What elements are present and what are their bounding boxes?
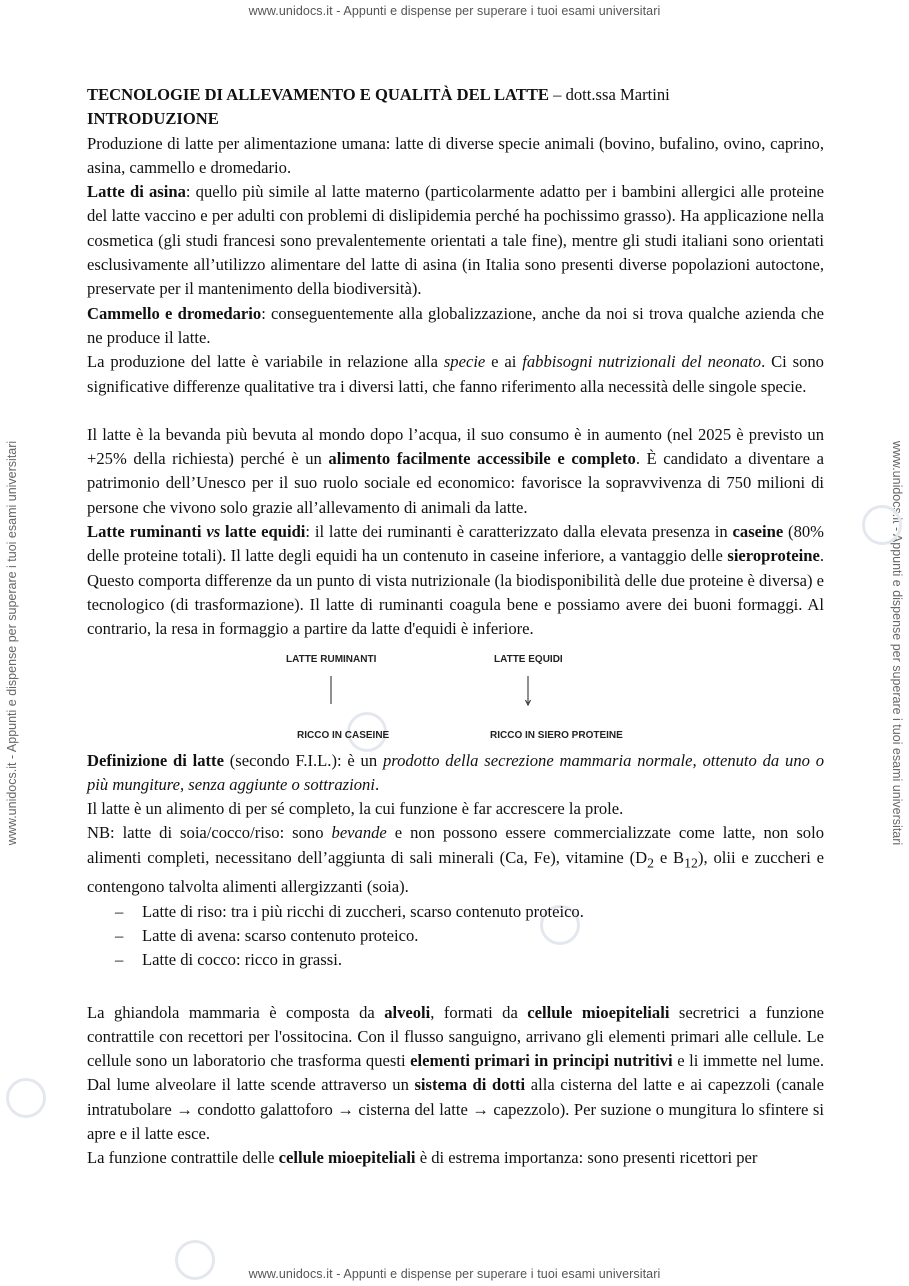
variabile-emph: specie [443, 352, 486, 372]
ghiandola-emph: alveoli [384, 1002, 431, 1022]
list-item-text: Latte di avena: scarso contenuto proteico. [142, 925, 419, 945]
ruminanti-text: : il latte dei ruminanti è caratterizzato dalla elevata presenza in [305, 522, 733, 542]
ruminanti-emph: sieroproteine [727, 546, 820, 566]
right-side-watermark: www.unidocs.it - Appunti e dispense per superare i tuoi esami universitari [890, 440, 904, 846]
ghiandola-text: , formati da [430, 1002, 528, 1022]
cammello-paragraph [87, 302, 824, 351]
nb-text: e B [654, 847, 685, 867]
bevanda-emph: alimento facilmente accessibile e completo [328, 449, 636, 469]
contrattile-paragraph [87, 1146, 824, 1170]
asina-term: Latte di asina [87, 182, 186, 202]
ghiandola-text: La ghiandola mammaria è composta da [87, 1002, 385, 1022]
bevanda-text: . È candidato a diventare a patrimonio dell’Unesco per il suo ruolo sociale ed economico: favorisce la sopravvivenza di 750 milioni di persone che vivono solo grazie all’allevamento di animali da latte. [87, 449, 824, 517]
nb-paragraph [87, 821, 824, 899]
cammello-term: Cammello e dromedario [87, 303, 262, 323]
title-author: – dott.ssa Martini [548, 85, 670, 104]
asina-text: : quello più simile al latte materno (particolarmente adatto per i bambini allergici alle proteine del latte vaccino e per adulti con problemi di dislipidemia perché ha pochissimo grasso). Ha applicazione nella cosmetica (gli studi francesi sono prevalentemente orientati a tale fine), mentre gli studi italiani sono orientati esclusivamente all’utilizzo alimentare del latte di asina (in Italia sono presenti diverse popolazioni autoctone, preservate per il mantenimento della biodiversità). [87, 182, 825, 299]
nb-subscript: 12 [684, 855, 698, 871]
ruminanti-term-vs: vs [206, 522, 221, 542]
alimento-completo-paragraph: Il latte è un alimento di per sé completo, la cui funzione è far accrescere la prole. [87, 799, 624, 819]
definizione-text: . [374, 774, 380, 794]
contrattile-text: è di estrema importanza: sono presenti ricettori per [415, 1148, 758, 1168]
intro-heading [87, 107, 824, 131]
ruminanti-term-b: latte equidi [220, 522, 306, 542]
unidocs-logo-icon [6, 1078, 46, 1118]
ruminanti-text: (80% delle proteine totali). Il latte degli equidi ha un contenuto in caseine inferiore, a vantaggio delle [87, 522, 824, 566]
ghiandola-text: alla cisterna del latte e ai capezzoli (canale intratubolare → condotto galattoforo → cisterna del latte → capezzolo). Per suzione o mungitura lo sfintere si apre e il latte esce. [87, 1075, 824, 1143]
milk-comparison-diagram [87, 648, 824, 747]
nb-emph: bevande [331, 823, 387, 843]
variabile-text: . Ci sono significative differenze qualitative tra i diversi latti, che fanno riferimento alla necessità delle singole specie. [87, 352, 824, 396]
definizione-paragraph [87, 749, 824, 798]
definizione-text: (secondo F.I.L.): è un [223, 750, 383, 770]
diagram-label-latte-ruminanti: LATTE RUMINANTI [286, 653, 377, 665]
diagram-label-ricco-siero-proteine: RICCO IN SIERO PROTEINE [490, 729, 623, 741]
diagram-label-latte-equidi: LATTE EQUIDI [494, 653, 563, 665]
variabile-paragraph [87, 350, 824, 399]
ghiandola-text: secretrici a funzione contrattile con recettori per l'ossitocina. Con il flusso sanguigno, arrivano gli elementi primari alle cellule. Le cellule sono un laboratorio che trasforma questi [87, 1002, 824, 1071]
asina-paragraph [87, 180, 824, 301]
ruminanti-term-a: Latte ruminanti [87, 522, 207, 542]
variabile-text: e ai [485, 352, 523, 372]
ruminanti-term [87, 522, 305, 541]
variabile-text: La produzione del latte è variabile in relazione alla [87, 352, 444, 372]
plant-milk-list [87, 900, 824, 973]
intro-paragraph: Produzione di latte per alimentazione umana: latte di diverse specie animali (bovino, bufalino, ovino, caprino, asina, cammello e dromedario. [87, 133, 824, 177]
diagram-label-ricco-caseine: RICCO IN CASEINE [297, 729, 390, 741]
header-watermark: www.unidocs.it - Appunti e dispense per superare i tuoi esami universitari [248, 4, 661, 18]
list-item [115, 948, 824, 972]
ruminanti-text: . Questo comporta differenze da un punto di vista nutrizionale (la biodisponibilità delle due proteine è diversa) e tecnologico (di trasformazione). Il latte di ruminanti coagula bene e possiamo avere dei buoni formaggi. Al contrario, la resa in formaggio a partire da latte d'equidi è inferiore. [87, 546, 824, 639]
title-main: TECNOLOGIE DI ALLEVAMENTO E QUALITÀ DEL LATTE [87, 85, 549, 104]
definizione-emph: prodotto della secrezione mammaria normale, ottenuto da uno o più mungiture, senza aggiunte o sottrazioni [87, 750, 825, 794]
definizione-term: Definizione di latte [87, 750, 224, 770]
left-side-watermark: www.unidocs.it - Appunti e dispense per superare i tuoi esami universitari [5, 440, 19, 846]
ghiandola-paragraph [87, 1001, 824, 1147]
footer-watermark: www.unidocs.it - Appunti e dispense per superare i tuoi esami universitari [248, 1267, 661, 1281]
ruminanti-paragraph [87, 520, 824, 641]
bevanda-text: Il latte è la bevanda più bevuta al mondo dopo l’acqua, il suo consumo è in aumento (nel 2025 è previsto un +25% della richiesta) perché è un [87, 424, 824, 469]
list-item [115, 924, 824, 948]
document-title [87, 83, 824, 107]
paragraph-gap [87, 973, 824, 1001]
nb-text: ), olii e zuccheri e contengono talvolta alimenti allergizzanti (soia). [87, 847, 824, 897]
variabile-emph: fabbisogni nutrizionali del neonato [522, 352, 762, 372]
bevanda-paragraph [87, 423, 824, 520]
dash-bullet: – [115, 925, 124, 945]
ghiandola-text: e li immette nel lume. Dal lume alveolare il latte scende attraverso un [87, 1051, 824, 1095]
diagram-connectors [87, 648, 824, 747]
contrattile-text: La funzione contrattile delle [87, 1148, 279, 1168]
dash-bullet: – [115, 901, 124, 921]
list-item [115, 900, 824, 924]
nb-text: NB: latte di soia/cocco/riso: sono [87, 823, 332, 843]
nb-text: e non possono essere commercializzate come latte, non solo alimenti completi, necessitano dell’aggiunta di sali minerali (Ca, Fe), vitamine (D [87, 823, 824, 867]
cammello-text: : conseguentemente alla globalizzazione, anche da noi si trova qualche azienda che ne produce il latte. [87, 303, 825, 347]
list-item-text: Latte di riso: tra i più ricchi di zuccheri, scarso contenuto proteico. [142, 901, 584, 921]
dash-bullet: – [115, 950, 124, 970]
ghiandola-emph: cellule mioepiteliali [527, 1002, 670, 1022]
intro-heading-text: INTRODUZIONE [87, 109, 219, 129]
ghiandola-emph: sistema di dotti [414, 1075, 526, 1095]
paragraph-gap [87, 399, 824, 423]
list-item-text: Latte di cocco: ricco in grassi. [142, 950, 342, 970]
ruminanti-emph: caseine [732, 522, 784, 542]
ghiandola-emph: elementi primari in principi nutritivi [410, 1051, 673, 1071]
document-body [87, 83, 824, 1171]
contrattile-emph: cellule mioepiteliali [278, 1148, 416, 1168]
nb-subscript: 2 [647, 855, 655, 871]
